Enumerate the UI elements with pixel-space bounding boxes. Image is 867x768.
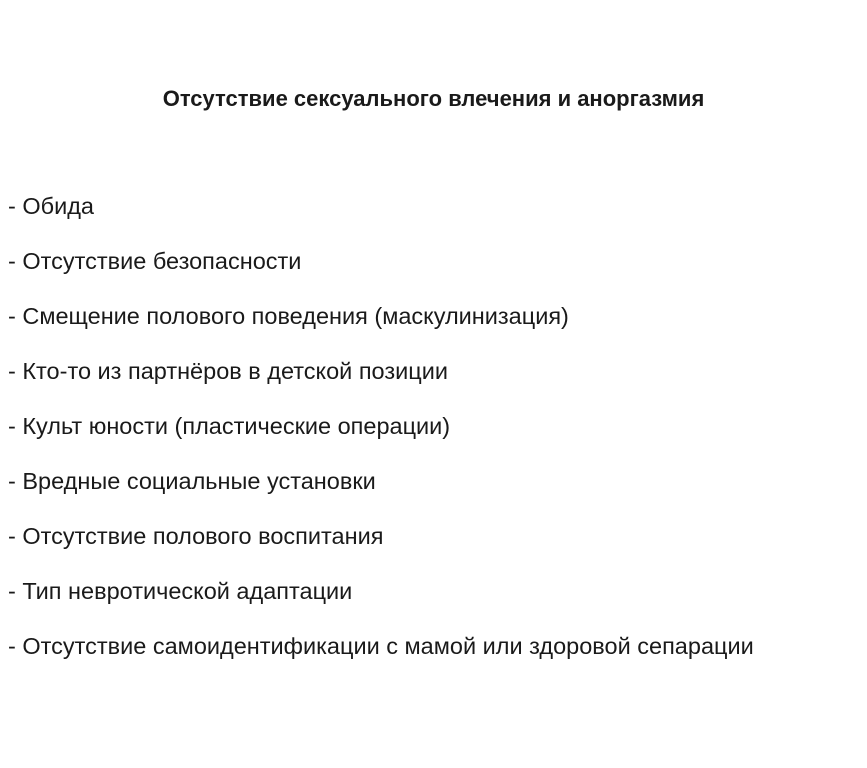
list-item: - Вредные социальные установки <box>8 468 376 494</box>
item-list <box>8 188 858 685</box>
list-item: - Отсутствие полового воспитания <box>8 523 384 549</box>
list-item: - Кто-то из партнёров в детской позиции <box>8 358 448 384</box>
list-item: - Смещение полового поведения (маскулинизация) <box>8 303 569 329</box>
list-item: - Тип невротической адаптации <box>8 578 353 604</box>
list-item: - Обида <box>8 193 95 219</box>
document-title: Отсутствие сексуального влечения и аноргазмия <box>162 86 705 111</box>
list-item: - Культ юности (пластические операции) <box>8 413 451 439</box>
list-item: - Отсутствие безопасности <box>8 248 302 274</box>
list-item: - Отсутствие самоидентификации с мамой или здоровой сепарации <box>8 633 754 659</box>
